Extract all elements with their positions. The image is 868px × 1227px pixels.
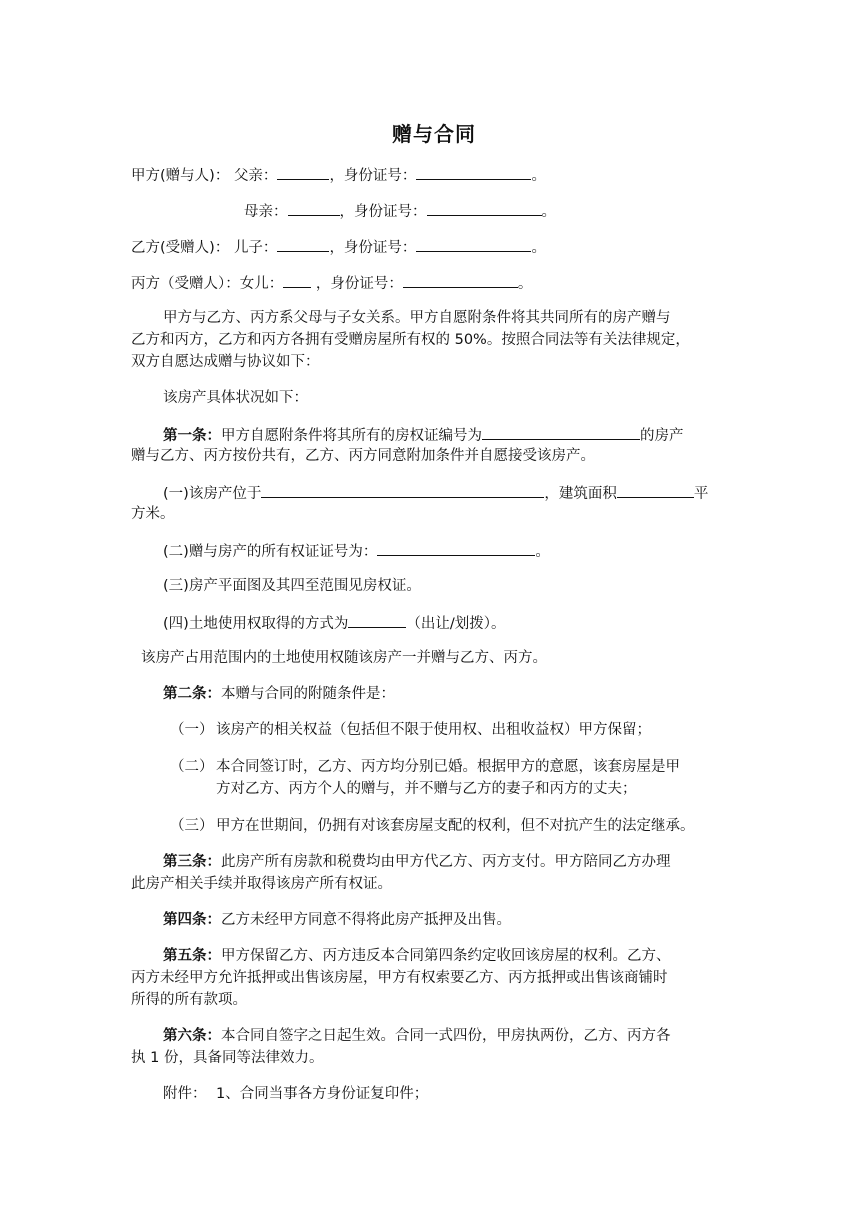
party-a-father-line bbox=[131, 163, 546, 187]
article-4-text: 乙方未经甲方同意不得将此房产抵押及出售。 bbox=[221, 912, 511, 928]
daughter-id-blank bbox=[403, 271, 518, 288]
son-id-blank bbox=[416, 235, 531, 252]
article-1-heading: 第一条： bbox=[163, 428, 221, 444]
intro-line-3: 双方自愿达成赠与协议如下： bbox=[131, 354, 320, 370]
son-name-blank bbox=[277, 235, 329, 252]
son-label: 儿子： bbox=[233, 240, 278, 256]
attachment-item-1: 1、合同当事各方身份证复印件； bbox=[216, 1086, 429, 1102]
article-5-line-1 bbox=[163, 945, 671, 967]
article-6-heading: 第六条： bbox=[163, 1028, 221, 1044]
article-1-line-2: 赠与乙方、丙方按份共有，乙方、丙方同意附加条件并自愿接受该房产。 bbox=[131, 448, 595, 464]
property-intro: 该房产具体状况如下： bbox=[163, 390, 308, 406]
item-2-line bbox=[163, 539, 550, 563]
condition-1-number: （一） bbox=[170, 722, 214, 738]
party-b-label: 乙方(受赠人)： bbox=[131, 240, 230, 256]
item-1-line-2: 方米。 bbox=[131, 506, 175, 522]
intro-line-2: 乙方和丙方，乙方和丙方各拥有受赠房屋所有权的 50%。按照合同法等有关法律规定， bbox=[131, 332, 690, 348]
land-method-blank bbox=[348, 611, 406, 628]
article-6-line-1 bbox=[163, 1025, 671, 1047]
condition-1-text: 该房产的相关权益（包括但不限于使用权、出租收益权）甲方保留； bbox=[216, 722, 651, 738]
article-1-line-1 bbox=[163, 423, 684, 447]
item-4-label: (四)土地使用权取得的方式为 bbox=[163, 616, 349, 632]
mother-name-blank bbox=[288, 199, 340, 216]
certificate-number-blank bbox=[482, 423, 640, 440]
item-1-area-label: ，建筑面积 bbox=[544, 486, 617, 502]
item-4-options: （出让/划拨）。 bbox=[406, 616, 506, 632]
party-a-mother-line bbox=[244, 199, 556, 223]
land-use-line: 该房产占用范围内的土地使用权随该房产一并赠与乙方、丙方。 bbox=[141, 650, 547, 666]
document-title: 赠与合同 bbox=[392, 122, 476, 146]
article-6-text: 本合同自签字之日起生效。合同一式四份，甲房执两份，乙方、丙方各 bbox=[221, 1028, 671, 1044]
article-6-line-2: 执 1 份，具备同等法律效力。 bbox=[131, 1050, 324, 1066]
daughter-name-blank bbox=[283, 271, 311, 288]
father-name-blank bbox=[277, 163, 329, 180]
article-3-line-1 bbox=[163, 851, 671, 873]
article-5-line-3: 所得的所有款项。 bbox=[131, 992, 247, 1008]
father-label: 父亲： bbox=[233, 168, 278, 184]
condition-3-text: 甲方在世期间，仍拥有对该套房屋支配的权利，但不对抗产生的法定继承。 bbox=[216, 818, 695, 834]
father-id-blank bbox=[416, 163, 531, 180]
article-4-line bbox=[163, 909, 511, 931]
period: 。 bbox=[531, 168, 546, 184]
party-c-label: 丙方（受赠人）：女儿： bbox=[131, 276, 284, 292]
item-1-line-1 bbox=[163, 481, 708, 505]
condition-3-number: （三） bbox=[170, 818, 214, 834]
party-b-line bbox=[131, 235, 546, 259]
attachment-label: 附件： bbox=[163, 1086, 207, 1102]
item-2-label: (二)赠与房产的所有权证证号为： bbox=[163, 544, 378, 560]
item-1-unit: 平 bbox=[693, 486, 709, 502]
article-1-text-end: 的房产 bbox=[640, 428, 684, 444]
intro-line-1: 甲方与乙方、丙方系父母与子女关系。甲方自愿附条件将其共同所有的房产赠与 bbox=[163, 310, 671, 326]
period: 。 bbox=[535, 544, 550, 560]
article-5-line-2: 丙方未经甲方允许抵押或出售该房屋，甲方有权索要乙方、丙方抵押或出售该商铺时 bbox=[131, 970, 668, 986]
period: 。 bbox=[541, 204, 556, 220]
item-3-line: (三)房产平面图及其四至范围见房权证。 bbox=[163, 578, 421, 594]
article-4-heading: 第四条： bbox=[163, 912, 221, 928]
id-label: ，身份证号： bbox=[329, 168, 417, 184]
mother-id-blank bbox=[427, 199, 542, 216]
article-3-line-2: 此房产相关手续并取得该房产所有权证。 bbox=[131, 876, 392, 892]
ownership-cert-blank bbox=[377, 539, 535, 556]
item-1-location-label: (一)该房产位于 bbox=[163, 486, 262, 502]
article-2-text: 本赠与合同的附随条件是： bbox=[221, 686, 395, 702]
id-label: ，身份证号： bbox=[329, 240, 417, 256]
condition-2-line-1: 本合同签订时，乙方、丙方均分别已婚。根据甲方的意愿，该套房屋是甲 bbox=[216, 759, 680, 775]
party-c-line bbox=[131, 271, 532, 295]
id-label: ，身份证号： bbox=[315, 276, 403, 292]
article-1-text: 甲方自愿附条件将其所有的房权证编号为 bbox=[221, 428, 482, 444]
item-4-line bbox=[163, 611, 505, 635]
article-5-heading: 第五条： bbox=[163, 948, 221, 964]
period: 。 bbox=[531, 240, 546, 256]
period: 。 bbox=[517, 276, 533, 292]
article-5-text: 甲方保留乙方、丙方违反本合同第四条约定收回该房屋的权利。乙方、 bbox=[221, 948, 671, 964]
condition-2-number: （二） bbox=[170, 759, 214, 775]
mother-label: 母亲： bbox=[244, 204, 288, 220]
article-3-text: 此房产所有房款和税费均由甲方代乙方、丙方支付。甲方陪同乙方办理 bbox=[221, 854, 671, 870]
article-2-line bbox=[163, 683, 395, 705]
article-2-heading: 第二条： bbox=[163, 686, 221, 702]
id-label: ，身份证号： bbox=[339, 204, 427, 220]
article-3-heading: 第三条： bbox=[163, 854, 221, 870]
area-blank bbox=[617, 481, 694, 498]
condition-2-line-2: 方对乙方、丙方个人的赠与，并不赠与乙方的妻子和丙方的丈夫； bbox=[216, 781, 637, 797]
party-a-label: 甲方(赠与人)： bbox=[131, 168, 230, 184]
location-blank bbox=[261, 481, 544, 498]
